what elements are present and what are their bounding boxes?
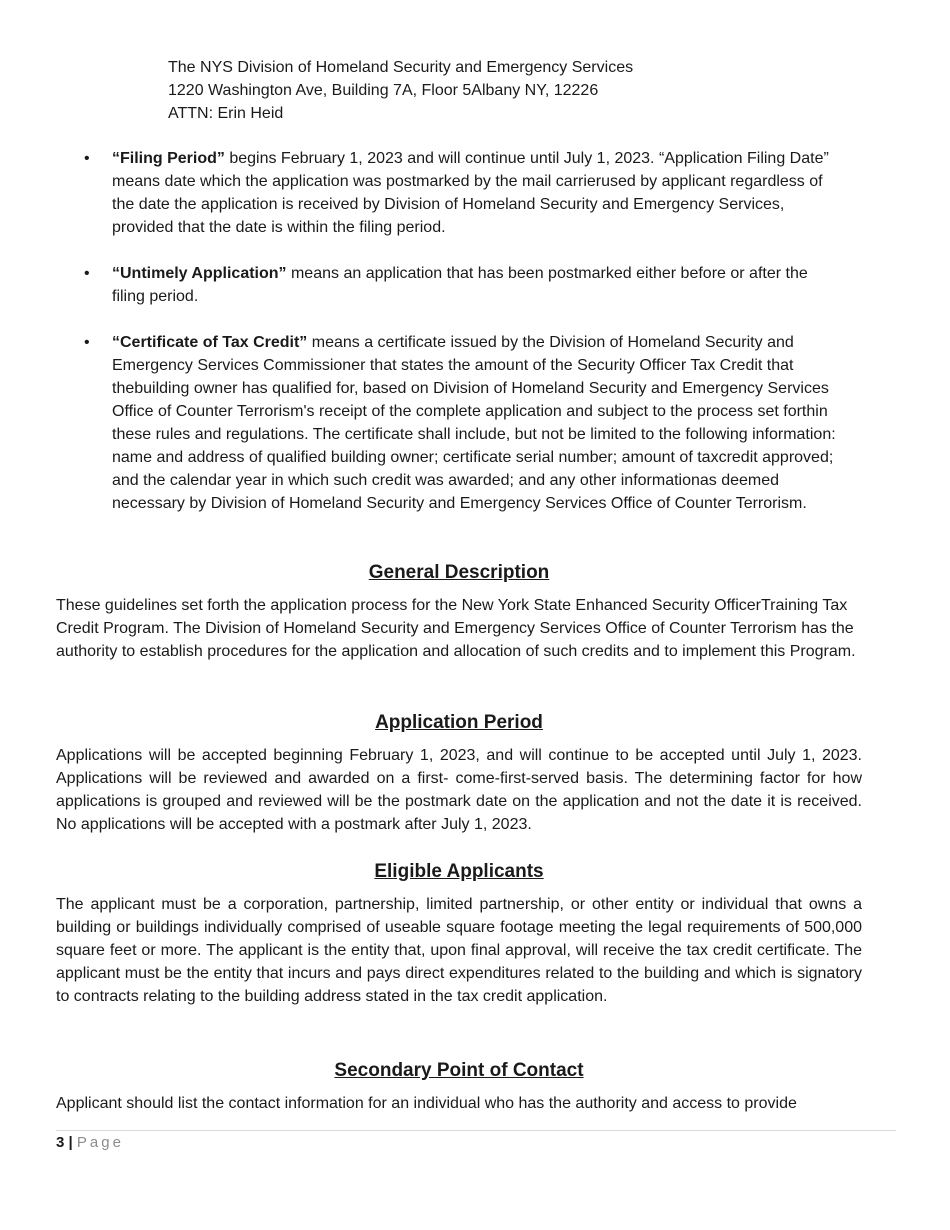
definitions-list (56, 147, 836, 538)
section-body: The applicant must be a corporation, partnership, limited partnership, or other entity or individual that owns a building or buildings individually comprised of useable square footage meeting the legal requirements of 500,000 square feet or more. The applicant is the entity that, upon final approval, will receive the tax credit certificate. The applicant must be the entity that incurs and pays direct expenditures related to the building and which is signatory to contracts relating to the building address stated in the tax credit application. (56, 896, 862, 1005)
definition-term: “Untimely Application” (112, 265, 287, 282)
section-heading: Secondary Point of Contact (334, 1060, 584, 1081)
section-heading: General Description (368, 562, 550, 583)
definition-term: “Certificate of Tax Credit” (112, 334, 308, 351)
address-line-1: The NYS Division of Homeland Security and Emergency Services (168, 59, 634, 76)
definition-text: means a certificate issued by the Division of Homeland Security and Emergency Services Commissioner that states the amount of the Security Officer Tax Credit that thebuilding owner has qualified for, based on Division of Homeland Security and Emergency Services Office of Counter Terrorism's receipt of the complete application and subject to the process set forthin these rules and regulations. The certificate shall include, but not be limited to the following information: name and address of qualified building owner; certificate serial number; amount of taxcredit approved; and the calendar year in which such credit was awarded; and any other informationas deemed necessary by Division of Homeland Security and Emergency Services Office of Counter Terrorism. (112, 334, 836, 512)
page-footer (56, 1133, 124, 1153)
definition-text: means an application that has been postmarked either before or after the filing period. (112, 265, 808, 305)
section-secondary-point-of-contact (56, 1058, 862, 1115)
section-body: Applications will be accepted beginning February 1, 2023, and will continue to be accepted until July 1, 2023. Applications will be reviewed and awarded on a first- come-first-served basis. The determining factor for how applications is grouped and reviewed will be the postmark date on the application and not the date it is received. No applications will be accepted with a postmark after July 1, 2023. (56, 747, 862, 833)
footer-divider (56, 1130, 896, 1131)
page-label: Page (76, 1134, 124, 1151)
section-body: These guidelines set forth the application process for the New York State Enhanced Security OfficerTraining Tax Credit Program. The Division of Homeland Security and Emergency Services Office of Counter Terrorism has the authority to establish procedures for the application and allocation of such credits and to implement this Program. (56, 597, 856, 660)
address-line-3: ATTN: Erin Heid (168, 105, 284, 122)
section-heading: Application Period (375, 712, 543, 733)
definition-term: “Filing Period” (112, 150, 225, 167)
definition-certificate-of-tax-credit (56, 331, 836, 515)
section-body: Applicant should list the contact information for an individual who has the authority and access to provide (56, 1095, 797, 1112)
bullet-icon: • (84, 265, 90, 282)
address-line-2: 1220 Washington Ave, Building 7A, Floor 5Albany NY, 12226 (168, 82, 599, 99)
bullet-icon: • (84, 150, 90, 167)
bullet-icon: • (84, 334, 90, 351)
section-general-description (56, 560, 862, 663)
definition-filing-period (56, 147, 836, 239)
mailing-address (168, 56, 633, 125)
section-heading: Eligible Applicants (374, 861, 544, 882)
section-eligible-applicants (56, 859, 862, 1008)
definition-untimely-application (56, 262, 836, 308)
definition-text: begins February 1, 2023 and will continue until July 1, 2023. “Application Filing Date” means date which the application was postmarked by the mail carrierused by applicant regardless of the date the application is received by Division of Homeland Security and Emergency Services, provided that the date is within the filing period. (112, 150, 829, 236)
section-application-period (56, 710, 862, 836)
footer-separator: | (64, 1134, 77, 1151)
page-number: 3 (56, 1134, 65, 1151)
